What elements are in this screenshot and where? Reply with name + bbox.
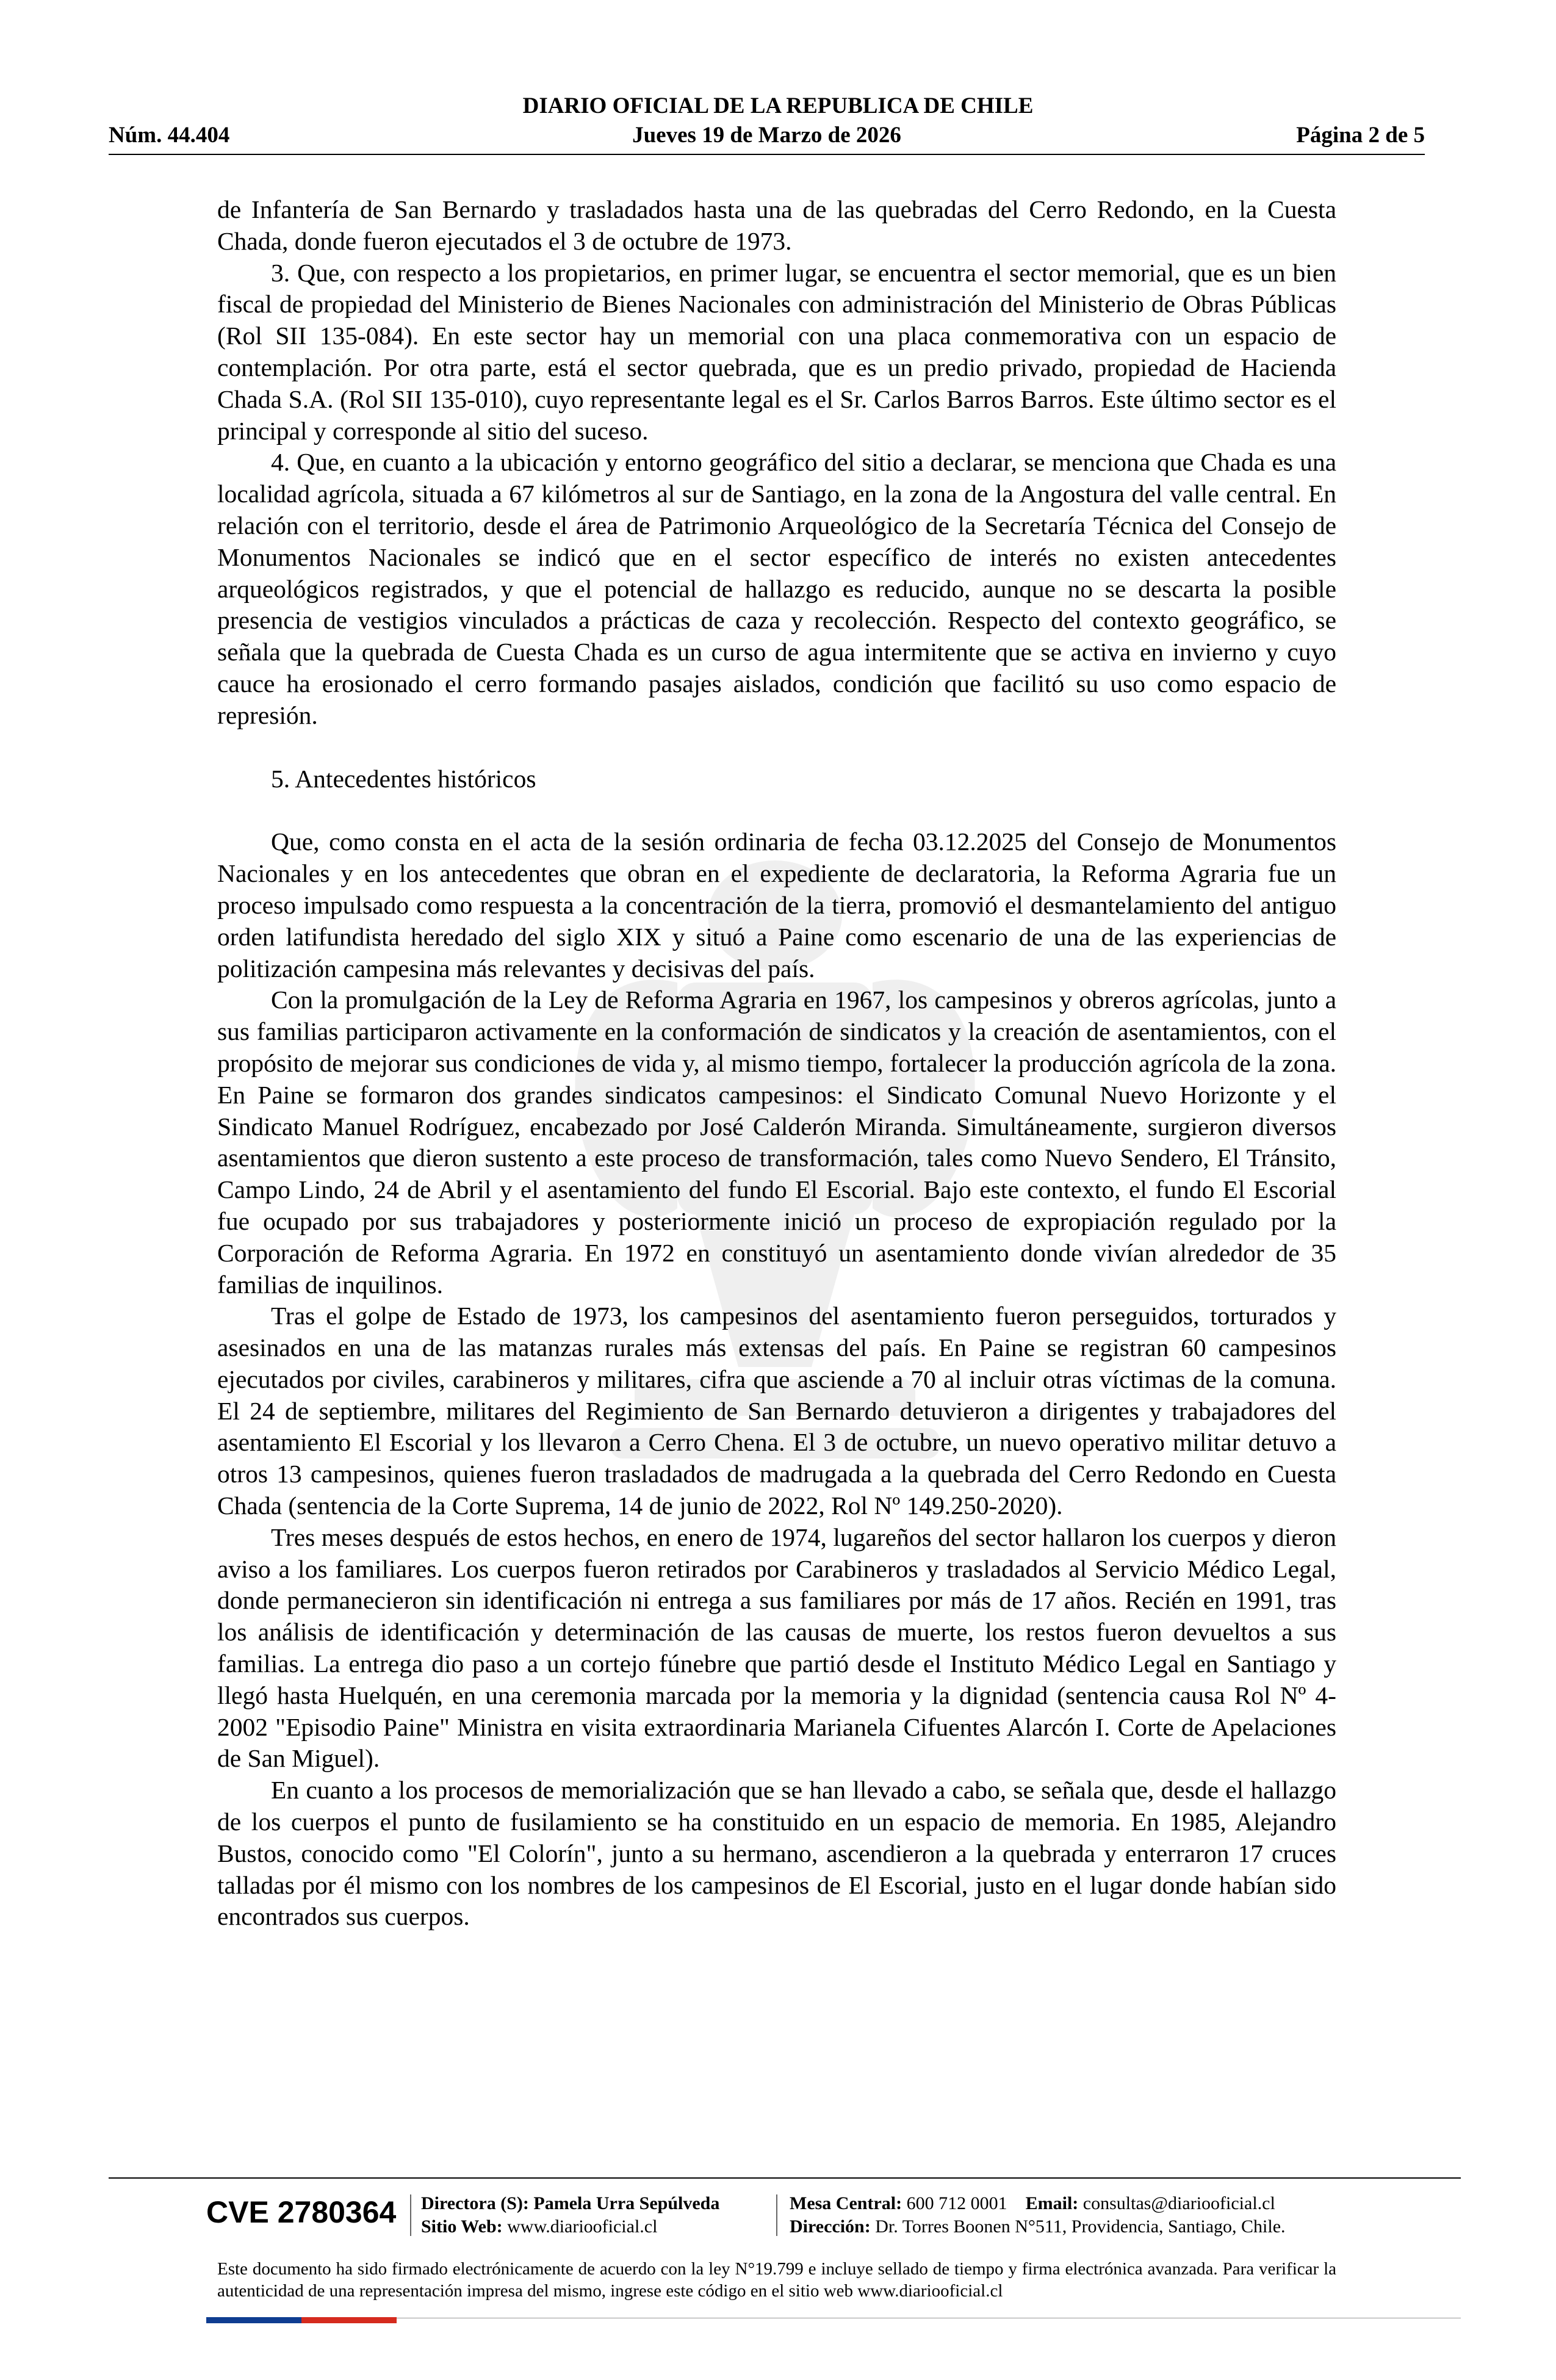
paragraph-historical-3: Tras el golpe de Estado de 1973, los campesinos del asentamiento fueron perseguidos, torturados y asesinados en una de las matanzas rurales más extensas del país. En Paine se registran 60 campesinos ejecutados por civiles, carabineros y militares, cifra que asciende a 70 al incluir otras víctimas de la comuna. El 24 de septiembre, militares del Regimiento de San Bernardo detuvieron a dirigentes y trabajadores del asentamiento El Escorial y los llevaron a Cerro Chena. El 3 de octubre, un nuevo operativo militar detuvo a otros 13 campesinos, quienes fueron trasladados de madrugada a la quebrada del Cerro Redondo en Cuesta Chada (sentencia de la Corte Suprema, 14 de junio de 2022, Rol Nº 149.250-2020).	[217, 1302, 1336, 1520]
header-divider	[109, 154, 1425, 155]
newspaper-title: DIARIO OFICIAL DE LA REPUBLICA DE CHILE	[522, 93, 1034, 118]
email-label: Email:	[1025, 2193, 1079, 2213]
phone-label: Mesa Central:	[790, 2193, 902, 2213]
phone-number: 600 712 0001	[906, 2193, 1007, 2213]
document-body	[217, 194, 1336, 1933]
website-link[interactable]: www.diariooficial.cl	[507, 2216, 658, 2237]
director-label: Directora (S):	[421, 2193, 529, 2213]
legal-notice: Este documento ha sido firmado electrónicamente de acuerdo con la ley N°19.799 e incluye sellado de tiempo y firma electrónica avanzada. Para verificar la autenticidad de una representación impresa del mismo, ingrese este código en el sitio web www.diariooficial.cl	[217, 2259, 1336, 2301]
footer-separator	[410, 2194, 411, 2236]
issue-date: Jueves 19 de Marzo de 2026	[632, 123, 901, 148]
paragraph-item-4: 4. Que, en cuanto a la ubicación y entorno geográfico del sitio a declarar, se menciona que Chada es una localidad agrícola, situada a 67 kilómetros al sur de Santiago, en la zona de la Angostura del valle central. En relación con el territorio, desde el área de Patrimonio Arqueológico de la Secretaría Técnica del Consejo de Monumentos Nacionales se indicó que en el sector específico de interés no existen antecedentes arqueológicos registrados, y que el potencial de hallazgo es reducido, aunque no se descarta la posible presencia de vestigios vinculados a prácticas de caza y recolección. Respecto del contexto geográfico, se señala que la quebrada de Cuesta Chada es un curso de agua intermitente que se activa en invierno y cuyo cauce ha erosionado el cerro formando pasajes aislados, condición que facilitó su uso como espacio de represión.	[217, 448, 1336, 729]
address-label: Dirección:	[790, 2216, 871, 2237]
email-link[interactable]: consultas@diariooficial.cl	[1082, 2193, 1275, 2213]
flag-red-segment	[301, 2317, 397, 2323]
footer-separator	[776, 2194, 777, 2236]
cve-code: CVE 2780364	[206, 2195, 397, 2229]
paragraph-historical-4: Tres meses después de estos hechos, en enero de 1974, lugareños del sector hallaron los cuerpos y dieron aviso a los familiares. Los cuerpos fueron retirados por Carabineros y trasladados al Servicio Médico Legal, donde permanecieron sin identificación ni entrega a sus familiares por más de 17 años. Recién en 1991, tras los análisis de identificación y determinación de las causas de muerte, los restos fueron devueltos a sus familias. La entrega dio paso a un cortejo fúnebre que partió desde el Instituto Médico Legal en Santiago y llegó hasta Huelquén, en una ceremonia marcada por la memoria y la dignidad (sentencia causa Rol Nº 4-2002 "Episodio Paine" Ministra en visita extraordinaria Marianela Cifuentes Alarcón I. Corte de Apelaciones de San Miguel).	[217, 1523, 1336, 1773]
footer-director-info	[421, 2192, 719, 2238]
paragraph-item-3: 3. Que, con respecto a los propietarios, en primer lugar, se encuentra el sector memorial, que es un bien fiscal de propiedad del Ministerio de Bienes Nacionales con administración del Ministerio de Obras Públicas (Rol SII 135-084). En este sector hay un memorial con una placa conmemorativa con un espacio de contemplación. Por otra parte, está el sector quebrada, que es un predio privado, propiedad de Hacienda Chada S.A. (Rol SII 135-010), cuyo representante legal es el Sr. Carlos Barros Barros. Este último sector es el principal y corresponde al sitio del suceso.	[217, 258, 1336, 445]
paragraph-historical-5: En cuanto a los procesos de memorialización que se han llevado a cabo, se señala que, desde el hallazgo de los cuerpos el punto de fusilamiento se ha constituido en un espacio de memoria. En 1985, Alejandro Bustos, conocido como "El Colorín", junto a su hermano, ascendieron a la quebrada y enterraron 17 cruces talladas por él mismo con los nombres de los campesinos de El Escorial, justo en el lugar donde habían sido encontrados sus cuerpos.	[217, 1776, 1336, 1931]
flag-blue-segment	[206, 2317, 301, 2323]
page-number: Página 2 de 5	[1296, 123, 1425, 148]
address-value: Dr. Torres Boonen N°511, Providencia, Santiago, Chile.	[875, 2216, 1286, 2237]
issue-number: Núm. 44.404	[109, 123, 230, 148]
paragraph-historical-1: Que, como consta en el acta de la sesión ordinaria de fecha 03.12.2025 del Consejo de Monumentos Nacionales y en los antecedentes que obran en el expediente de declaratoria, la Reforma Agraria fue un proceso impulsado como respuesta a la concentración de la tierra, promovió el desmantelamiento del antiguo orden latifundista heredado del siglo XIX y situó a Paine como escenario de una de las experiencias de politización campesina más relevantes y decisivas del país.	[217, 828, 1336, 983]
header-row	[109, 122, 1425, 149]
paragraph-continuation: de Infantería de San Bernardo y trasladados hasta una de las quebradas del Cerro Redondo, en la Cuesta Chada, donde fueron ejecutados el 3 de octubre de 1973.	[217, 195, 1336, 255]
flag-stripe	[206, 2317, 397, 2323]
director-name: Pamela Urra Sepúlveda	[533, 2193, 720, 2213]
website-label: Sitio Web:	[421, 2216, 503, 2237]
footer-contact-info	[790, 2192, 1286, 2238]
paragraph-historical-2: Con la promulgación de la Ley de Reforma Agraria en 1967, los campesinos y obreros agrícolas, junto a sus familias participaron activamente en la conformación de sindicatos y la creación de asentamientos, con el propósito de mejorar sus condiciones de vida y, al mismo tiempo, fortalecer la producción agrícola de la zona. En Paine se formaron dos grandes sindicatos campesinos: el Sindicato Comunal Nuevo Horizonte y el Sindicato Manuel Rodríguez, encabezado por José Calderón Miranda. Simultáneamente, surgieron diversos asentamientos que dieron sustento a este proceso de transformación, tales como Nuevo Sendero, El Tránsito, Campo Lindo, 24 de Abril y el asentamiento del fundo El Escorial. Bajo este contexto, el fundo El Escorial fue ocupado por sus trabajadores y posteriormente inició un proceso de expropiación regulado por la Corporación de Reforma Agraria. En 1972 en constituyó un asentamiento donde vivían alrededor de 35 familias de inquilinos.	[217, 986, 1336, 1299]
section-heading: 5. Antecedentes históricos	[271, 764, 536, 793]
footer-divider	[109, 2177, 1461, 2179]
